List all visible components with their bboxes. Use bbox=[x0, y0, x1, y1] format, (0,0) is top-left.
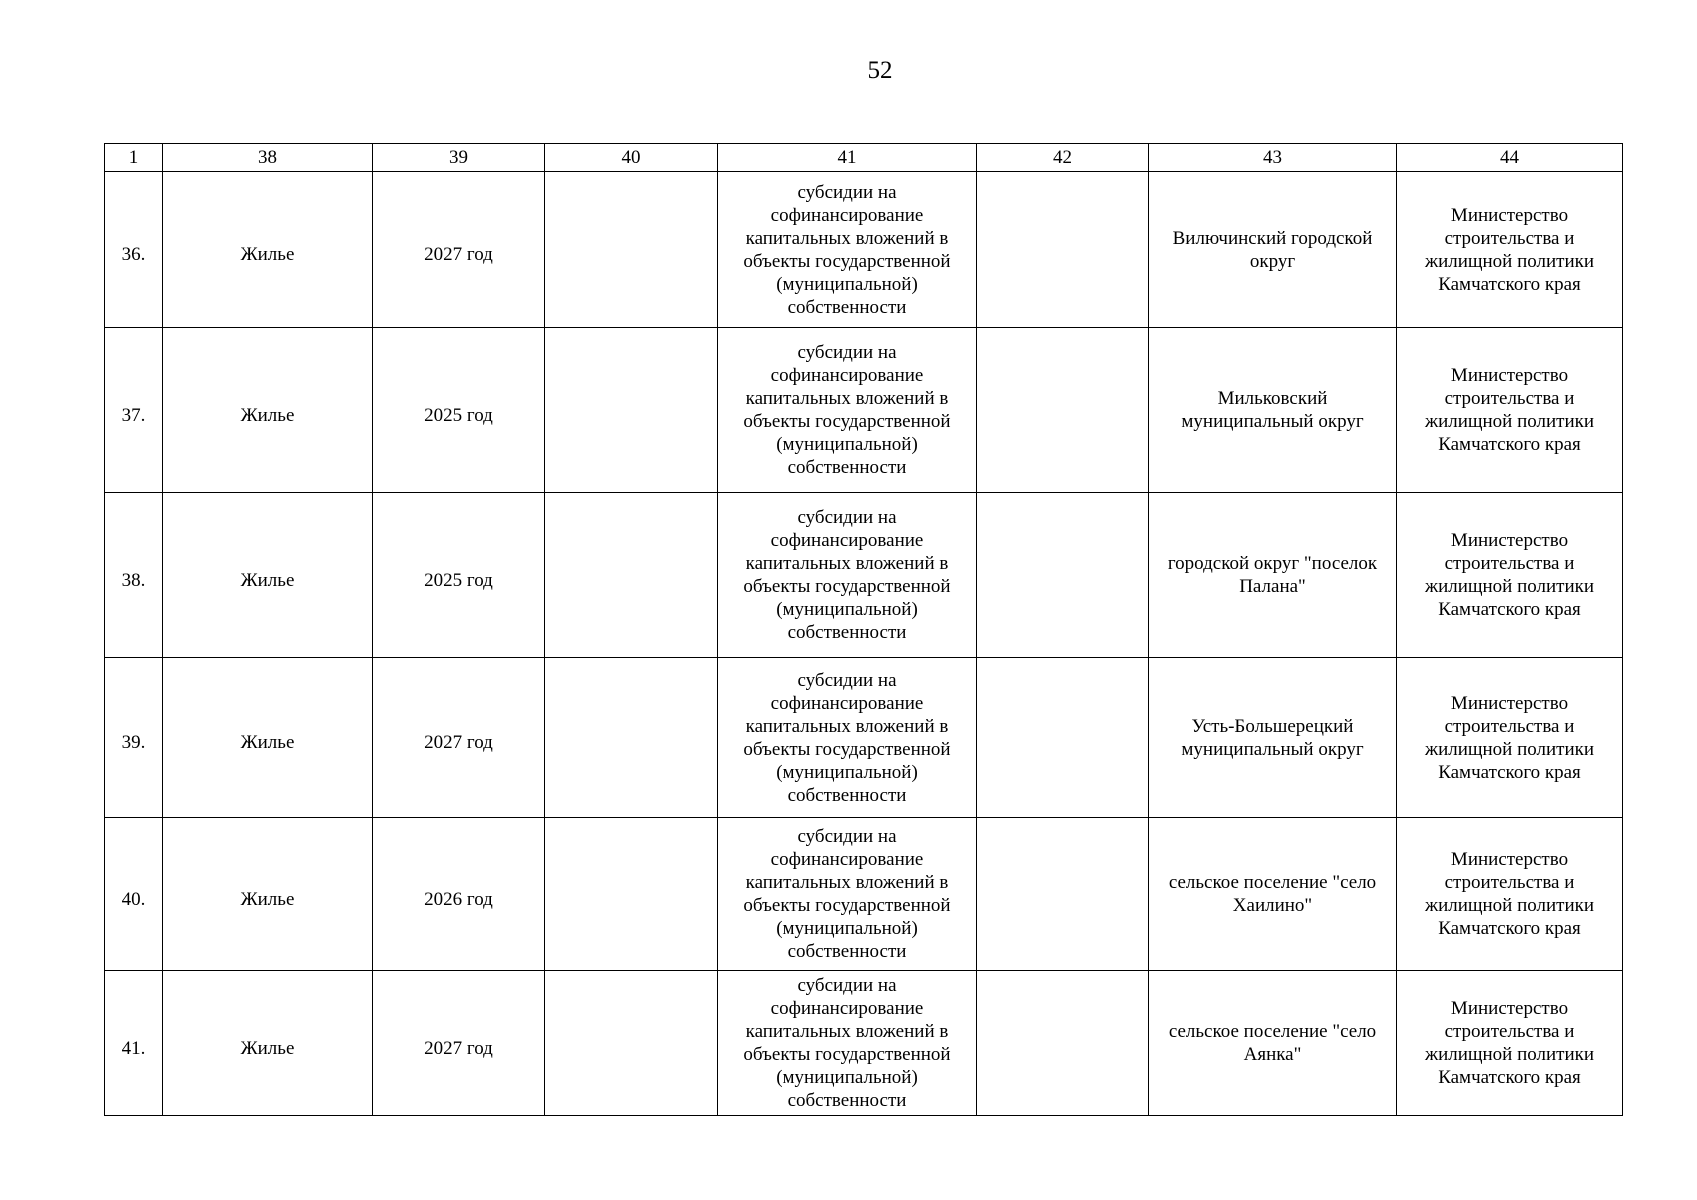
funding-type-cell: субсидии на софинансирование капитальных вложений в объекты государственной (муниципальной) собственности bbox=[718, 172, 977, 328]
category-cell: Жилье bbox=[163, 172, 373, 328]
table-body bbox=[105, 172, 1623, 1116]
data-table bbox=[104, 143, 1623, 1116]
category-cell: Жилье bbox=[163, 328, 373, 493]
empty-cell-42 bbox=[977, 658, 1149, 818]
municipality-cell: городской округ "поселок Палана" bbox=[1149, 493, 1397, 658]
category-cell: Жилье bbox=[163, 493, 373, 658]
table-row bbox=[105, 328, 1623, 493]
responsible-body-cell: Министерство строительства и жилищной политики Камчатского края bbox=[1397, 658, 1623, 818]
table-row bbox=[105, 818, 1623, 971]
page-number: 52 bbox=[867, 57, 893, 84]
funding-type-cell: субсидии на софинансирование капитальных вложений в объекты государственной (муниципальной) собственности bbox=[718, 658, 977, 818]
empty-cell-42 bbox=[977, 971, 1149, 1116]
empty-cell-40 bbox=[545, 971, 718, 1116]
category-cell: Жилье bbox=[163, 658, 373, 818]
row-number-cell: 39. bbox=[105, 658, 163, 818]
table-header bbox=[105, 144, 1623, 172]
header-cell-43: 43 bbox=[1149, 144, 1397, 172]
header-cell-39: 39 bbox=[373, 144, 545, 172]
year-cell: 2025 год bbox=[373, 328, 545, 493]
row-number-cell: 41. bbox=[105, 971, 163, 1116]
responsible-body-cell: Министерство строительства и жилищной политики Камчатского края bbox=[1397, 328, 1623, 493]
funding-type-cell: субсидии на софинансирование капитальных вложений в объекты государственной (муниципальной) собственности bbox=[718, 493, 977, 658]
row-number-cell: 38. bbox=[105, 493, 163, 658]
header-row bbox=[105, 144, 1623, 172]
funding-type-cell: субсидии на софинансирование капитальных вложений в объекты государственной (муниципальной) собственности bbox=[718, 971, 977, 1116]
header-cell-44: 44 bbox=[1397, 144, 1623, 172]
responsible-body-cell: Министерство строительства и жилищной политики Камчатского края bbox=[1397, 493, 1623, 658]
year-cell: 2025 год bbox=[373, 493, 545, 658]
funding-type-cell: субсидии на софинансирование капитальных вложений в объекты государственной (муниципальной) собственности bbox=[718, 328, 977, 493]
category-cell: Жилье bbox=[163, 971, 373, 1116]
table-row bbox=[105, 493, 1623, 658]
funding-type-cell: субсидии на софинансирование капитальных вложений в объекты государственной (муниципальной) собственности bbox=[718, 818, 977, 971]
header-cell-1: 1 bbox=[105, 144, 163, 172]
table-row bbox=[105, 971, 1623, 1116]
row-number-cell: 37. bbox=[105, 328, 163, 493]
empty-cell-40 bbox=[545, 658, 718, 818]
empty-cell-40 bbox=[545, 172, 718, 328]
year-cell: 2027 год bbox=[373, 971, 545, 1116]
municipality-cell: Мильковский муниципальный округ bbox=[1149, 328, 1397, 493]
responsible-body-cell: Министерство строительства и жилищной политики Камчатского края bbox=[1397, 172, 1623, 328]
category-cell: Жилье bbox=[163, 818, 373, 971]
year-cell: 2026 год bbox=[373, 818, 545, 971]
empty-cell-40 bbox=[545, 328, 718, 493]
row-number-cell: 36. bbox=[105, 172, 163, 328]
year-cell: 2027 год bbox=[373, 658, 545, 818]
empty-cell-40 bbox=[545, 493, 718, 658]
header-cell-41: 41 bbox=[718, 144, 977, 172]
header-cell-42: 42 bbox=[977, 144, 1149, 172]
empty-cell-40 bbox=[545, 818, 718, 971]
responsible-body-cell: Министерство строительства и жилищной политики Камчатского края bbox=[1397, 971, 1623, 1116]
empty-cell-42 bbox=[977, 172, 1149, 328]
table-row bbox=[105, 172, 1623, 328]
municipality-cell: Вилючинский городской округ bbox=[1149, 172, 1397, 328]
row-number-cell: 40. bbox=[105, 818, 163, 971]
empty-cell-42 bbox=[977, 818, 1149, 971]
municipality-cell: сельское поселение "село Аянка" bbox=[1149, 971, 1397, 1116]
empty-cell-42 bbox=[977, 328, 1149, 493]
year-cell: 2027 год bbox=[373, 172, 545, 328]
table-row bbox=[105, 658, 1623, 818]
header-cell-38: 38 bbox=[163, 144, 373, 172]
header-cell-40: 40 bbox=[545, 144, 718, 172]
empty-cell-42 bbox=[977, 493, 1149, 658]
responsible-body-cell: Министерство строительства и жилищной политики Камчатского края bbox=[1397, 818, 1623, 971]
municipality-cell: Усть-Большерецкий муниципальный округ bbox=[1149, 658, 1397, 818]
municipality-cell: сельское поселение "село Хаилино" bbox=[1149, 818, 1397, 971]
